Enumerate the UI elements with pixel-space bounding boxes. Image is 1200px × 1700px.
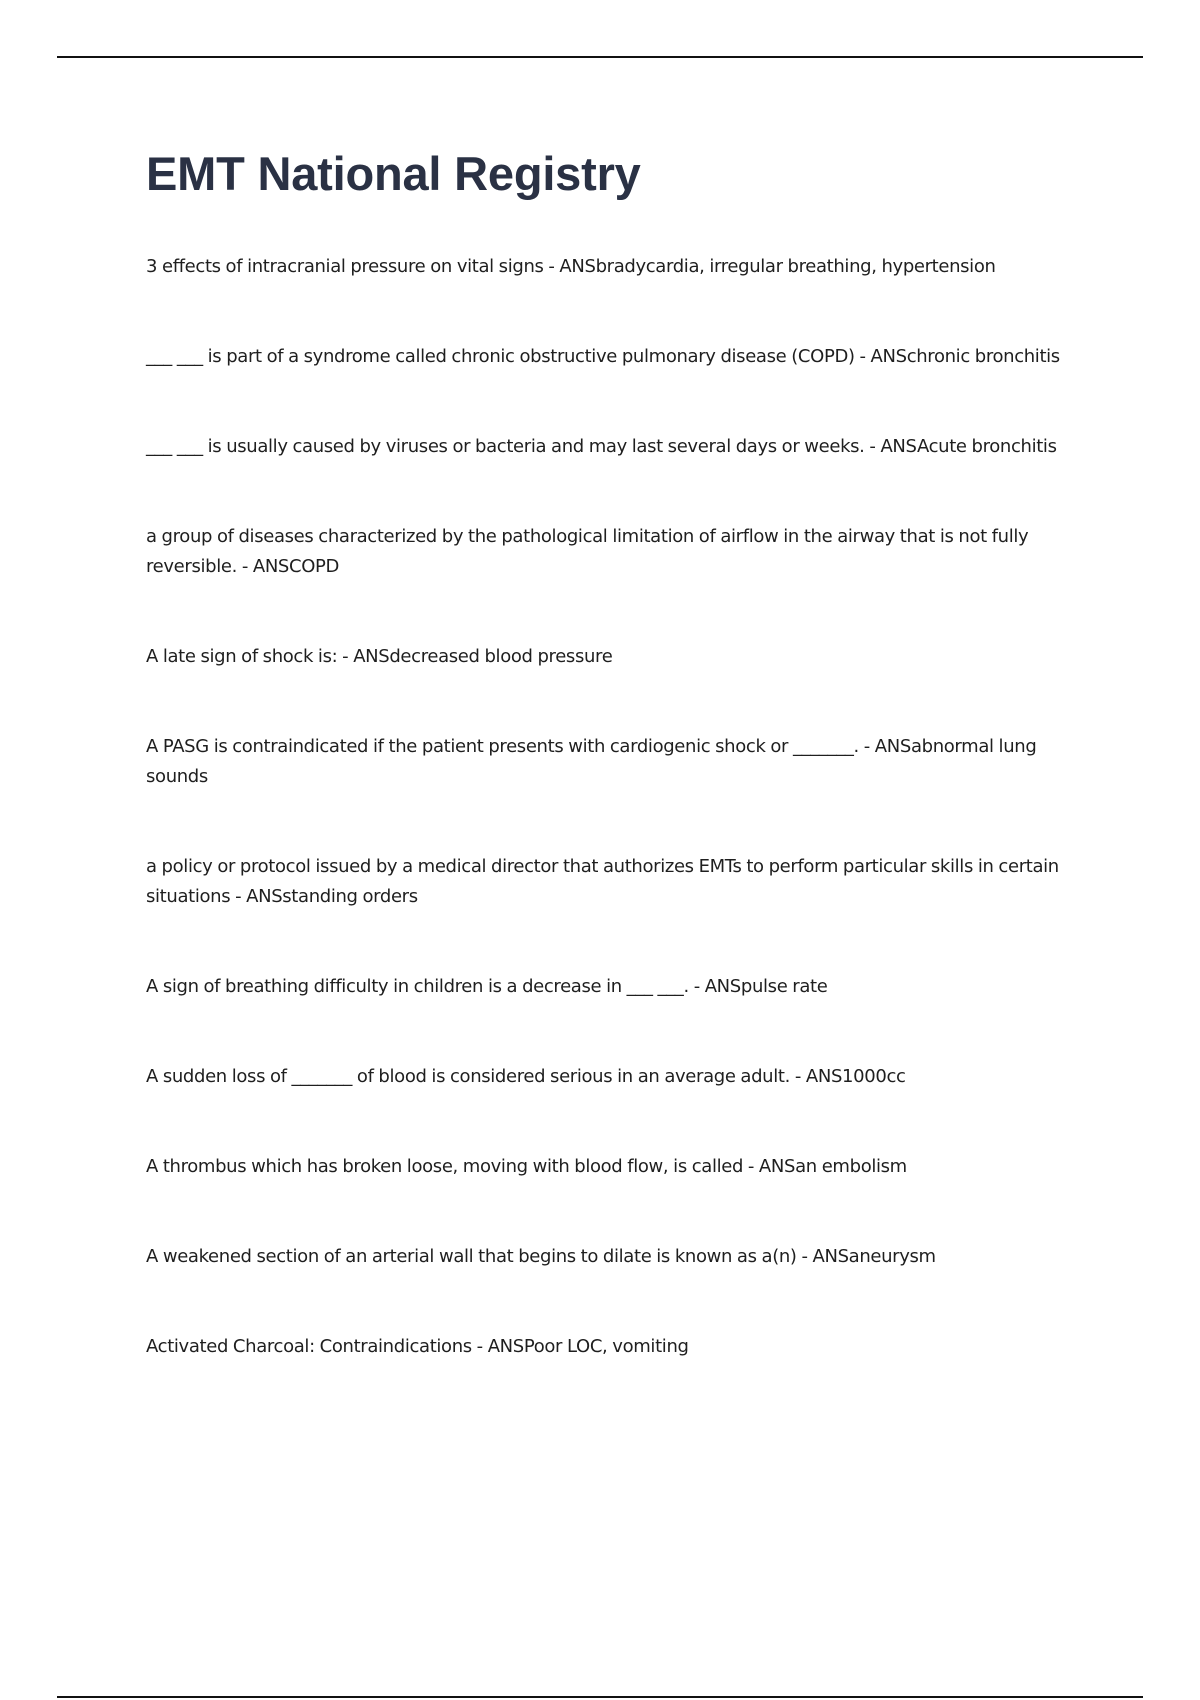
answer-text: Poor LOC, vomiting [523, 1336, 689, 1357]
question-text: 3 effects of intracranial pressure on vital signs [146, 256, 544, 277]
answer-separator: - ANS [230, 886, 283, 907]
question-text: Activated Charcoal: Contraindications [146, 1336, 472, 1357]
question-text: a group of diseases characterized by the pathological limitation of airflow in the airway that is not fully reversible. [146, 526, 1029, 577]
answer-separator: - ANS [688, 976, 741, 997]
top-rule [57, 56, 1143, 58]
answer-separator: - ANS [543, 256, 596, 277]
answer-text: standing orders [282, 886, 418, 907]
question-text: a policy or protocol issued by a medical director that authorizes EMTs to perform particular skills in certain situations [146, 856, 1059, 907]
answer-separator: - ANS [864, 436, 917, 457]
answer-separator: - ANS [236, 556, 290, 577]
document-body [146, 140, 1086, 1362]
answer-separator: - ANS [796, 1246, 849, 1267]
qa-item [146, 252, 1086, 282]
answer-separator: - ANS [743, 1156, 796, 1177]
answer-text: decreased blood pressure [389, 646, 613, 667]
question-text: A sudden loss of _______ of blood is considered serious in an average adult. [146, 1066, 790, 1087]
qa-item [146, 1242, 1086, 1272]
qa-item [146, 432, 1086, 462]
qa-list [146, 252, 1086, 1362]
answer-separator: - ANS [471, 1336, 524, 1357]
answer-text: 1000cc [842, 1066, 906, 1087]
qa-item [146, 1062, 1086, 1092]
answer-text: abnormal lung sounds [146, 736, 1037, 787]
qa-item [146, 972, 1086, 1002]
qa-item [146, 852, 1086, 912]
qa-item [146, 1152, 1086, 1182]
qa-item [146, 1332, 1086, 1362]
bottom-rule [57, 1696, 1143, 1698]
question-text: A sign of breathing difficulty in children is a decrease in ___ ___. [146, 976, 689, 997]
answer-separator: - ANS [858, 736, 911, 757]
qa-item [146, 342, 1086, 372]
answer-text: pulse rate [740, 976, 828, 997]
question-text: ___ ___ is usually caused by viruses or bacteria and may last several days or weeks. [146, 436, 865, 457]
question-text: ___ ___ is part of a syndrome called chronic obstructive pulmonary disease (COPD) [146, 346, 855, 367]
page-title: EMT National Registry [146, 147, 641, 200]
answer-separator: - ANS [337, 646, 390, 667]
qa-item [146, 522, 1086, 582]
answer-text: COPD [289, 556, 340, 577]
answer-separator: - ANS [789, 1066, 843, 1087]
question-text: A weakened section of an arterial wall that begins to dilate is known as a(n) [146, 1246, 797, 1267]
answer-text: Acute bronchitis [916, 436, 1057, 457]
answer-text: chronic bronchitis [906, 346, 1060, 367]
answer-separator: - ANS [854, 346, 907, 367]
qa-item [146, 642, 1086, 672]
question-text: A late sign of shock is: [146, 646, 338, 667]
answer-text: bradycardia, irregular breathing, hypertension [595, 256, 996, 277]
qa-item [146, 732, 1086, 792]
question-text: A PASG is contraindicated if the patient presents with cardiogenic shock or _______. [146, 736, 859, 757]
answer-text: an embolism [795, 1156, 907, 1177]
question-text: A thrombus which has broken loose, moving with blood flow, is called [146, 1156, 744, 1177]
answer-text: aneurysm [848, 1246, 936, 1267]
